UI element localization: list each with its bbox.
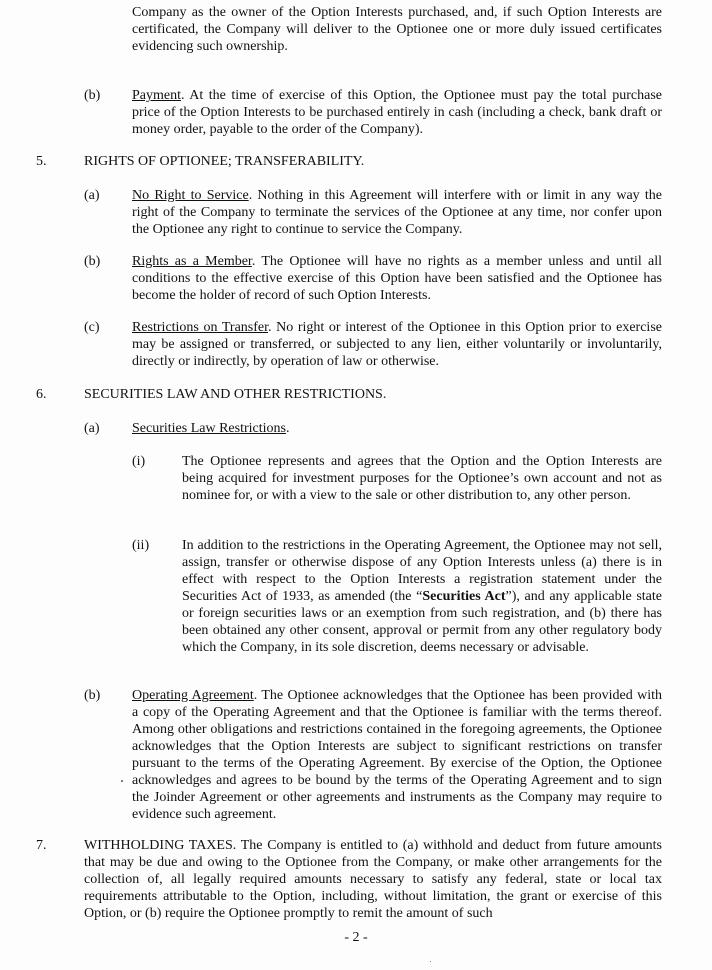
section-6a-label: (a) <box>84 421 100 436</box>
intro-paragraph: Company as the owner of the Option Interests purchased, and, if such Option Interests are certificated, the Company will deliver to the Optionee one or more duly issued certificates evidencing such ownership. <box>132 5 662 54</box>
scan-speck <box>430 961 431 962</box>
section-4b-paragraph: Payment. At the time of exercise of this Option, the Optionee must pay the total purchase price of the Option Interests to be purchased entirely in cash (including a check, bank draft or money order, payable to the order of the Company). <box>132 88 662 137</box>
section-4b-label: (b) <box>84 88 101 103</box>
section-6b-label: (b) <box>84 688 101 703</box>
section-6a-heading: Securities Law Restrictions. <box>132 421 290 436</box>
section-5a-paragraph: No Right to Service. Nothing in this Agreement will interfere with or limit in any way the right of the Company to terminate the services of the Optionee at any time, nor confer upon the Optionee any right to continue to service the Company. <box>132 188 662 237</box>
section-5c-label: (c) <box>84 320 100 335</box>
section-5a-title: No Right to Service <box>132 188 249 203</box>
section-6b-paragraph: Operating Agreement. The Optionee acknowledges that the Optionee has been provided with a copy of the Operating Agreement and that the Optionee is familiar with the terms thereof. Among other obligations and restrictions contained in the foregoing agreements, the Optionee acknowledges that the Option Interests are subject to significant restrictions on transfer pursuant to the terms of the Operating Agreement. By exercise of the Option, the Optionee acknowledges and agrees to be bound by the terms of the Operating Agreement and to sign the Joinder Agreement or other agreements and instruments as the Company may require to evidence such agreement. <box>132 688 662 822</box>
page-number: - 2 - <box>344 930 368 945</box>
section-5-heading: RIGHTS OF OPTIONEE; TRANSFERABILITY. <box>84 154 365 169</box>
section-7-number: 7. <box>36 838 47 853</box>
section-5-number: 5. <box>36 154 47 169</box>
section-6a-ii-label: (ii) <box>132 538 150 553</box>
section-5b-paragraph: Rights as a Member. The Optionee will have no rights as a member unless and until all conditions to the effective exercise of this Option have been satisfied and the Optionee has become the holder of record of such Option Interests. <box>132 254 662 303</box>
scan-speck <box>121 780 123 782</box>
section-5c-paragraph: Restrictions on Transfer. No right or interest of the Optionee in this Option prior to exercise may be assigned or transferred, or subjected to any lien, either voluntarily or involuntarily, directly or indirectly, by operation of law or otherwise. <box>132 320 662 369</box>
section-6-heading: SECURITIES LAW AND OTHER RESTRICTIONS. <box>84 387 387 402</box>
section-6-number: 6. <box>36 387 47 402</box>
section-5c-title: Restrictions on Transfer <box>132 320 269 335</box>
section-6a-title: Securities Law Restrictions <box>132 421 286 436</box>
section-6a-i-label: (i) <box>132 454 146 469</box>
section-5b-label: (b) <box>84 254 101 269</box>
section-6b-title: Operating Agreement <box>132 688 254 703</box>
section-5a-label: (a) <box>84 188 100 203</box>
section-4b-title: Payment <box>132 88 181 103</box>
section-5b-title: Rights as a Member <box>132 254 252 269</box>
securities-act-defined-term: Securities Act <box>422 589 506 604</box>
section-6a-i-paragraph: The Optionee represents and agrees that the Option and the Option Interests are being acquired for investment purposes for the Optionee’s own account and not as nominee for, or with a view to the sale or other distribution to, any other person. <box>182 454 662 503</box>
section-6a-ii-paragraph: In addition to the restrictions in the Operating Agreement, the Optionee may not sell, assign, transfer or otherwise dispose of any Option Interests unless (a) there is in effect with respect to the Option Interests a registration statement under the Securities Act of 1933, as amended (the “Securities Act”), and any applicable state or foreign securities laws or an exemption from such registration, and (b) there has been obtained any other consent, approval or permit from any other regulatory body which the Company, in its sole discretion, deems necessary or advisable. <box>182 538 662 655</box>
section-7-paragraph: WITHHOLDING TAXES. The Company is entitled to (a) withhold and deduct from future amounts that may be due and owing to the Optionee from the Company, or make other arrangements for the collection of, all legally required amounts necessary to satisfy any federal, state or local tax requirements attributable to the Option, including, without limitation, the grant or exercise of this Option, or (b) require the Optionee promptly to remit the amount of such <box>84 838 662 921</box>
